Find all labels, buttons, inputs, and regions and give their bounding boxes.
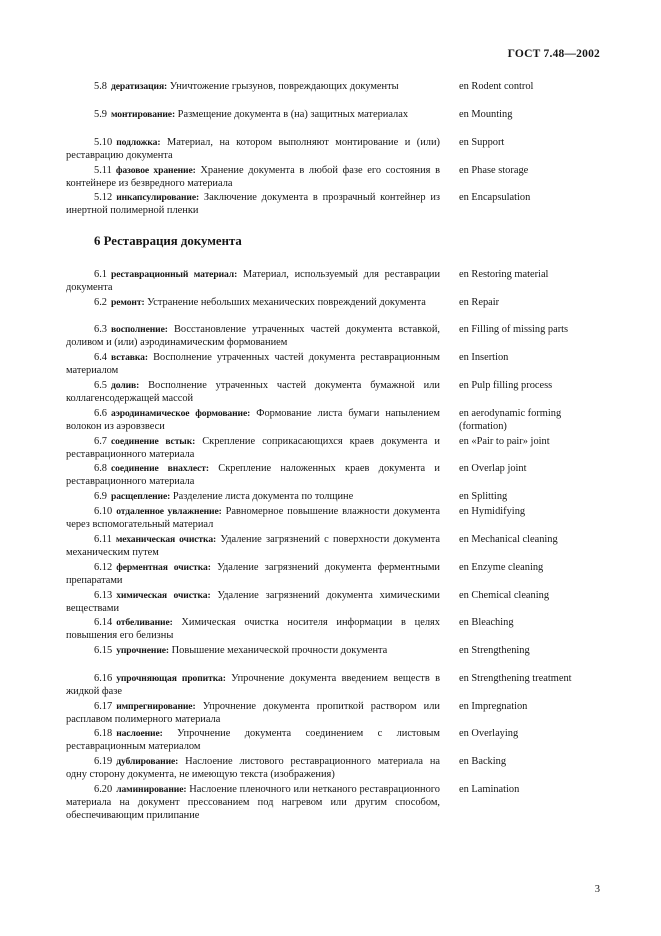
term-number: 6.16: [94, 673, 113, 684]
term-definition-ru: [66, 407, 440, 433]
term-definition-text: Материал, используемый для реставрации документа: [66, 269, 440, 294]
term-definition-text: Упрочнение документа соединением с листовым реставрационным материалом: [66, 728, 440, 753]
term-name: ламинирование:: [116, 784, 187, 795]
term-english-equivalent: en Restoring material: [459, 269, 549, 280]
page-number: 3: [594, 884, 600, 895]
term-english-equivalent: en Overlap joint: [459, 463, 527, 474]
term-english-equivalent: en Insertion: [459, 352, 509, 363]
term-definition-ru: [66, 727, 440, 753]
term-english-equivalent: en «Pair to pair» joint: [459, 436, 550, 447]
term-number: 6.12: [94, 562, 113, 573]
term-name: дератизация:: [111, 81, 168, 92]
term-name: соединение встык:: [111, 436, 196, 447]
term-name: соединение внахлест:: [111, 463, 209, 474]
term-number: 5.12: [94, 192, 113, 203]
term-english-equivalent: en Backing: [459, 756, 507, 767]
term-english-equivalent: en Lamination: [459, 784, 520, 795]
term-name: дублирование:: [116, 756, 179, 767]
term-english-equivalent: en Phase storage: [459, 165, 529, 176]
term-definition-ru: [66, 351, 440, 377]
term-english-equivalent: en Repair: [459, 297, 500, 308]
term-name: фазовое хранение:: [115, 165, 196, 176]
term-definition-text: Упрочнение документа введением веществ в жидкой фазе: [66, 673, 440, 698]
term-definition-text: Скрепление соприкасающихся краев документа и реставрационного материала: [66, 436, 440, 461]
term-definition-ru: [66, 462, 440, 488]
term-definition-ru: [66, 589, 440, 615]
term-number: 6.17: [94, 701, 113, 712]
term-definition-text: Формование листа бумаги напылением волокон из аэровзвеси: [66, 408, 440, 433]
term-name: восполнение:: [111, 324, 168, 335]
term-english-equivalent: en Mounting: [459, 109, 513, 120]
term-name: отбеливание:: [116, 617, 173, 628]
term-definition-ru: [66, 268, 440, 294]
term-number: 5.11: [94, 165, 112, 176]
term-english-equivalent: en aerodynamic forming (formation): [459, 408, 562, 433]
term-definition-text: Устранение небольших механических повреждений документа: [147, 297, 426, 308]
term-number: 6.11: [94, 534, 112, 545]
term-english-equivalent: en Support: [459, 137, 505, 148]
term-number: 6.4: [94, 352, 107, 363]
term-name: упрочняющая пропитка:: [116, 673, 226, 684]
term-number: 5.8: [94, 81, 107, 92]
document-code-header: ГОСТ 7.48—2002: [507, 48, 600, 60]
term-name: механическая очистка:: [115, 534, 217, 545]
term-number: 6.9: [94, 491, 107, 502]
term-definition-ru: [66, 191, 440, 217]
term-number: 6.1: [94, 269, 107, 280]
term-english-equivalent: en Bleaching: [459, 617, 514, 628]
term-english-equivalent: en Mechanical cleaning: [459, 534, 558, 545]
term-definition-text: Уничтожение грызунов, повреждающих документы: [169, 81, 399, 92]
term-number: 6.15: [94, 645, 113, 656]
term-definition-ru: [66, 644, 440, 657]
term-definition-ru: [66, 700, 440, 726]
term-definition-text: Восполнение утраченных частей документа реставрационным материалом: [66, 352, 440, 377]
term-english-equivalent: en Filling of missing parts: [459, 324, 569, 335]
term-english-equivalent: en Strengthening: [459, 645, 530, 656]
term-definition-ru: [66, 533, 440, 559]
term-number: 6.6: [94, 408, 107, 419]
term-definition-text: Повышение механической прочности документа: [171, 645, 388, 656]
term-english-equivalent: en Splitting: [459, 491, 508, 502]
term-definition-ru: [66, 505, 440, 531]
term-definition-text: Удаление загрязнений с поверхности документа механическим путем: [66, 534, 440, 559]
term-definition-text: Удаление загрязнений документа ферментными препаратами: [66, 562, 440, 587]
term-english-equivalent: en Enzyme cleaning: [459, 562, 544, 573]
term-definition-ru: [66, 490, 440, 503]
term-name: расщепление:: [111, 491, 171, 502]
term-definition-ru: [66, 379, 440, 405]
term-number: 5.10: [94, 137, 113, 148]
term-definition-ru: [66, 435, 440, 461]
term-definition-text: Упрочнение документа пропиткой раствором или расплавом полимерного материала: [66, 701, 440, 726]
term-english-equivalent: en Rodent control: [459, 81, 534, 92]
term-name: аэродинамическое формование:: [111, 408, 251, 419]
term-name: ремонт:: [111, 297, 145, 308]
term-english-equivalent: en Pulp filling process: [459, 380, 553, 391]
term-definition-text: Удаление загрязнений документа химическими веществами: [66, 590, 440, 615]
term-definition-text: Восстановление утраченных частей документа вставкой, доливом и (или) аэродинамическим формованием: [66, 324, 440, 349]
term-number: 6.14: [94, 617, 113, 628]
term-english-equivalent: en Strengthening treatment: [459, 673, 572, 684]
term-definition-text: Заключение документа в прозрачный контейнер из инертной полимерной пленки: [66, 192, 440, 217]
term-english-equivalent: en Encapsulation: [459, 192, 531, 203]
section-heading: 6 Реставрация документа: [94, 234, 242, 248]
term-number: 5.9: [94, 109, 107, 120]
term-definition-text: Химическая очистка носителя информации в целях повышения его белизны: [66, 617, 440, 642]
term-number: 6.18: [94, 728, 113, 739]
term-number: 6.7: [94, 436, 107, 447]
term-number: 6.3: [94, 324, 107, 335]
term-english-equivalent: en Impregnation: [459, 701, 528, 712]
term-definition-text: Скрепление наложенных краев документа и реставрационного материала: [66, 463, 440, 488]
term-name: упрочнение:: [116, 645, 170, 656]
term-definition-text: Равномерное повышение влажности документа через вспомогательный материал: [66, 506, 440, 531]
term-definition-ru: [66, 616, 440, 642]
term-definition-text: Восполнение утраченных частей документа бумажной или коллагенсодержащей массой: [66, 380, 440, 405]
term-name: реставрационный материал:: [111, 269, 238, 280]
term-number: 6.13: [94, 590, 113, 601]
term-name: долив:: [111, 380, 140, 391]
term-number: 6.19: [94, 756, 113, 767]
term-definition-text: Наслоение листового реставрационного материала на одну сторону документа, не имеющую текста (изображения): [66, 756, 440, 781]
term-definition-ru: [66, 323, 440, 349]
term-name: монтирование:: [111, 109, 176, 120]
term-definition-ru: [66, 672, 440, 698]
term-number: 6.20: [94, 784, 113, 795]
term-definition-text: Разделение листа документа по толщине: [172, 491, 354, 502]
term-definition-text: Размещение документа в (на) защитных материалах: [177, 109, 409, 120]
term-name: подложка:: [116, 137, 161, 148]
term-definition-ru: [66, 783, 440, 823]
term-english-equivalent: en Chemical cleaning: [459, 590, 550, 601]
term-definition-ru: [66, 164, 440, 190]
term-definition-ru: [66, 755, 440, 781]
term-definition-ru: [66, 296, 440, 309]
term-name: химическая очистка:: [116, 590, 211, 601]
term-definition-ru: [66, 80, 440, 93]
term-definition-text: Материал, на котором выполняют монтирование и (или) реставрацию документа: [66, 137, 440, 162]
term-name: инкапсулирование:: [116, 192, 200, 203]
term-definition-ru: [66, 561, 440, 587]
term-number: 6.10: [94, 506, 113, 517]
term-definition-text: Наслоение пленочного или нетканого реставрационного материала на документ прессованием под нагревом или другим способом, обеспечивающим прилипание: [66, 784, 440, 822]
term-name: отдаленное увлажнение:: [116, 506, 222, 517]
term-number: 6.5: [94, 380, 107, 391]
term-number: 6.2: [94, 297, 107, 308]
term-definition-ru: [66, 108, 440, 121]
term-number: 6.8: [94, 463, 107, 474]
term-definition-ru: [66, 136, 440, 162]
term-name: ферментная очистка:: [116, 562, 211, 573]
term-name: вставка:: [111, 352, 148, 363]
term-definition-text: Хранение документа в любой фазе его состояния в контейнере из безвредного материала: [66, 165, 440, 190]
term-english-equivalent: en Overlaying: [459, 728, 519, 739]
term-english-equivalent: en Hymidifying: [459, 506, 526, 517]
term-name: наслоение:: [116, 728, 163, 739]
term-name: импрегнирование:: [116, 701, 196, 712]
